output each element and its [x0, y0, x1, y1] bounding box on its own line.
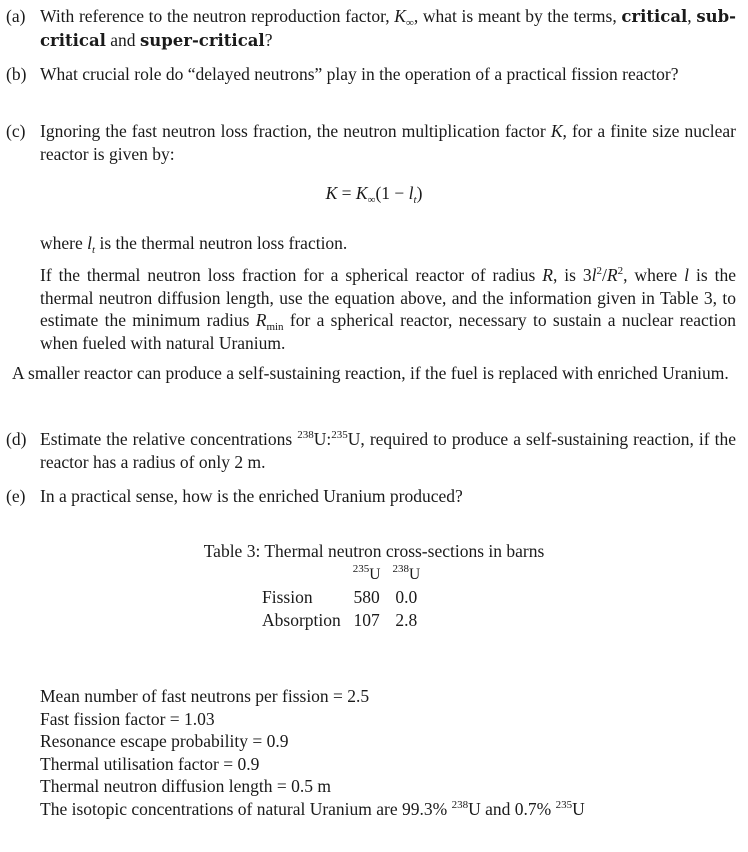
- table-row: [256, 609, 426, 632]
- cell-u238: 0.0: [395, 587, 418, 607]
- info-line: Resonance escape probability = 0.9: [40, 731, 289, 752]
- col-header-u238: $^{238}$U: [392, 563, 421, 583]
- cell-u235: 107: [353, 610, 380, 630]
- term-sub-critical: sub-critical: [40, 7, 736, 50]
- cell-u235: 580: [353, 587, 380, 607]
- cross-section-table: [256, 563, 426, 632]
- row-label: Absorption: [262, 610, 341, 630]
- question-e: [6, 485, 736, 508]
- question-b-label: (b): [6, 64, 27, 84]
- table-caption: Table 3: Thermal neutron cross-sections in barns: [203, 541, 545, 561]
- question-a-label: (a): [6, 6, 26, 26]
- term-super-critical: super-critical: [139, 30, 265, 50]
- question-d: [6, 428, 736, 473]
- question-d-label: (d): [6, 429, 27, 449]
- question-a: [6, 5, 736, 52]
- equation-k: $K = K_\infty(1 - l_t)$: [325, 183, 423, 206]
- term-critical: critical: [621, 7, 688, 26]
- given-data: [40, 685, 736, 821]
- question-b-text: What crucial role do “delayed neutrons” play in the operation of a practical fission reactor?: [40, 64, 679, 84]
- question-c: [6, 120, 736, 165]
- row-label: Fission: [262, 587, 313, 607]
- info-line: The isotopic concentrations of natural Uranium are 99.3% $^{238}$U and 0.7% $^{235}$U: [40, 798, 585, 819]
- col-header-u235: $^{235}$U: [352, 563, 381, 583]
- enrichment-note: A smaller reactor can produce a self-sustaining reaction, if the fuel is replaced with enriched Uranium.: [12, 363, 729, 383]
- question-d-text: Estimate the relative concentrations $^{238}$U:$^{235}$U, required to produce a self-sustaining reaction, if the reactor has a radius of only 2 m.: [40, 429, 736, 472]
- table-row: [256, 586, 426, 609]
- question-a-text: With reference to the neutron reproduction factor, $K_\infty$, what is meant by the terms, critical, sub-critical and super-critical?: [40, 6, 736, 50]
- info-line: Thermal neutron diffusion length = 0.5 m: [40, 776, 331, 797]
- cell-u238: 2.8: [395, 610, 418, 630]
- question-c-label: (c): [6, 121, 26, 141]
- question-c-paragraph: If the thermal neutron loss fraction for a spherical reactor of radius R, is $3l^2/R^2$, where l is the thermal neutron diffusion length, use the equation above, and the information given in Table 3, to estimate the minimum radius $R_{min}$ for a spherical reactor, necessary to sustain a nuclear reaction when fueled with natural Uranium.: [40, 265, 737, 353]
- where-line: where $l_t$ is the thermal neutron loss fraction.: [40, 233, 348, 256]
- info-line: Fast fission factor = 1.03: [40, 708, 215, 729]
- question-c-text: Ignoring the fast neutron loss fraction, the neutron multiplication factor K, for a finite size nuclear reactor is given by:: [40, 121, 736, 164]
- table-header-row: [256, 563, 426, 586]
- question-e-text: In a practical sense, how is the enriched Uranium produced?: [40, 486, 463, 506]
- question-b: [6, 63, 736, 86]
- question-e-label: (e): [6, 486, 26, 506]
- info-line: Mean number of fast neutrons per fission = 2.5: [40, 686, 370, 706]
- info-line: Thermal utilisation factor = 0.9: [40, 753, 260, 774]
